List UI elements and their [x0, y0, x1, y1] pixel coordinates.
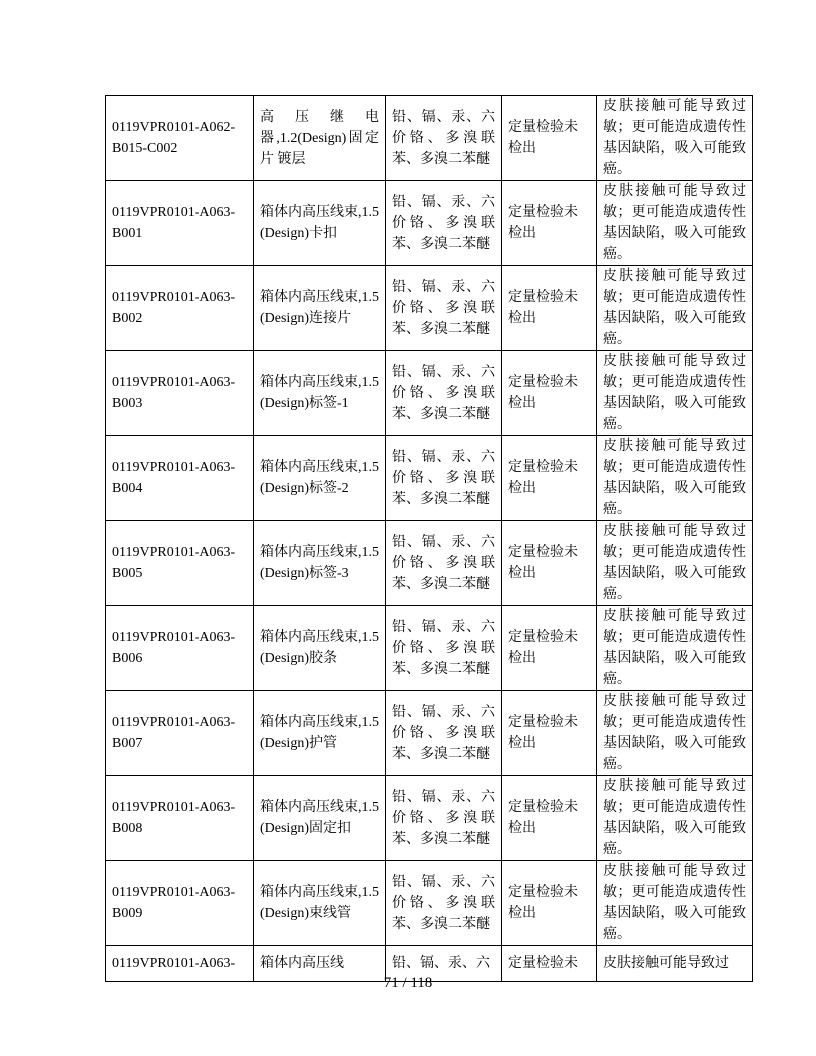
cell-substances: 铅、镉、汞、六价铬、多溴联苯、多溴二苯醚 [386, 96, 502, 181]
cell-description: 箱体内高压线束,1.5 (Design)标签-1 [254, 351, 386, 436]
cell-part-number: 0119VPR0101-A063-B006 [106, 606, 254, 691]
cell-part-number: 0119VPR0101-A063-B005 [106, 521, 254, 606]
cell-part-number: 0119VPR0101-A063-B003 [106, 351, 254, 436]
cell-test-result: 定量检验未检出 [502, 691, 597, 776]
cell-test-result: 定量检验未检出 [502, 521, 597, 606]
table-row [106, 351, 753, 436]
cell-description: 箱体内高压线 [254, 946, 386, 982]
table-row [106, 776, 753, 861]
cell-substances: 铅、镉、汞、六价铬、多溴联苯、多溴二苯醚 [386, 861, 502, 946]
hazardous-substance-table [105, 95, 753, 982]
table-row [106, 606, 753, 691]
cell-test-result: 定量检验未检出 [502, 606, 597, 691]
cell-description: 箱体内高压线束,1.5 (Design)标签-2 [254, 436, 386, 521]
cell-health-effect: 皮肤接触可能导致过敏；更可能造成遗传性基因缺陷，吸入可能致癌。 [597, 606, 753, 691]
cell-substances: 铅、镉、汞、六价铬、多溴联苯、多溴二苯醚 [386, 181, 502, 266]
cell-part-number: 0119VPR0101-A063-B004 [106, 436, 254, 521]
cell-description: 箱体内高压线束,1.5 (Design)护管 [254, 691, 386, 776]
cell-part-number: 0119VPR0101-A063-B007 [106, 691, 254, 776]
cell-description: 高压继电器,1.2(Design)固定片 镀层 [254, 96, 386, 181]
cell-substances: 铅、镉、汞、六价铬、多溴联苯、多溴二苯醚 [386, 266, 502, 351]
cell-health-effect: 皮肤接触可能导致过敏；更可能造成遗传性基因缺陷，吸入可能致癌。 [597, 436, 753, 521]
cell-test-result: 定量检验未检出 [502, 266, 597, 351]
cell-substances: 铅、镉、汞、六价铬、多溴联苯、多溴二苯醚 [386, 776, 502, 861]
table-row [106, 521, 753, 606]
cell-description: 箱体内高压线束,1.5 (Design)连接片 [254, 266, 386, 351]
table-row [106, 436, 753, 521]
cell-health-effect: 皮肤接触可能导致过敏；更可能造成遗传性基因缺陷，吸入可能致癌。 [597, 691, 753, 776]
cell-test-result: 定量检验未检出 [502, 181, 597, 266]
page-number: 71 / 118 [383, 975, 433, 991]
table-row [106, 691, 753, 776]
cell-part-number: 0119VPR0101-A063-B008 [106, 776, 254, 861]
cell-test-result: 定量检验未检出 [502, 351, 597, 436]
table-row [106, 266, 753, 351]
cell-description: 箱体内高压线束,1.5 (Design)胶条 [254, 606, 386, 691]
cell-part-number: 0119VPR0101-A062-B015-C002 [106, 96, 254, 181]
cell-part-number: 0119VPR0101-A063-B002 [106, 266, 254, 351]
table-row [106, 181, 753, 266]
cell-health-effect: 皮肤接触可能导致过敏；更可能造成遗传性基因缺陷，吸入可能致癌。 [597, 776, 753, 861]
cell-test-result: 定量检验未检出 [502, 861, 597, 946]
cell-description: 箱体内高压线束,1.5 (Design)标签-3 [254, 521, 386, 606]
cell-part-number: 0119VPR0101-A063-B009 [106, 861, 254, 946]
cell-substances: 铅、镉、汞、六 [386, 946, 502, 982]
cell-test-result: 定量检验未检出 [502, 776, 597, 861]
cell-test-result: 定量检验未检出 [502, 96, 597, 181]
cell-description: 箱体内高压线束,1.5 (Design)束线管 [254, 861, 386, 946]
cell-health-effect: 皮肤接触可能导致过敏；更可能造成遗传性基因缺陷，吸入可能致癌。 [597, 861, 753, 946]
cell-health-effect: 皮肤接触可能导致过敏；更可能造成遗传性基因缺陷，吸入可能致癌。 [597, 181, 753, 266]
cell-health-effect: 皮肤接触可能导致过敏；更可能造成遗传性基因缺陷，吸入可能致癌。 [597, 266, 753, 351]
cell-description: 箱体内高压线束,1.5 (Design)卡扣 [254, 181, 386, 266]
cell-health-effect: 皮肤接触可能导致过敏；更可能造成遗传性基因缺陷，吸入可能致癌。 [597, 96, 753, 181]
cell-test-result: 定量检验未 [502, 946, 597, 982]
cell-description: 箱体内高压线束,1.5 (Design)固定扣 [254, 776, 386, 861]
cell-part-number: 0119VPR0101-A063-B001 [106, 181, 254, 266]
cell-substances: 铅、镉、汞、六价铬、多溴联苯、多溴二苯醚 [386, 606, 502, 691]
cell-part-number: 0119VPR0101-A063- [106, 946, 254, 982]
cell-health-effect: 皮肤接触可能导致过敏；更可能造成遗传性基因缺陷，吸入可能致癌。 [597, 521, 753, 606]
cell-test-result: 定量检验未检出 [502, 436, 597, 521]
table-body [106, 96, 753, 982]
table-row [106, 861, 753, 946]
cell-substances: 铅、镉、汞、六价铬、多溴联苯、多溴二苯醚 [386, 521, 502, 606]
cell-substances: 铅、镉、汞、六价铬、多溴联苯、多溴二苯醚 [386, 691, 502, 776]
cell-substances: 铅、镉、汞、六价铬、多溴联苯、多溴二苯醚 [386, 351, 502, 436]
table-row [106, 96, 753, 181]
cell-health-effect: 皮肤接触可能导致过敏；更可能造成遗传性基因缺陷，吸入可能致癌。 [597, 351, 753, 436]
cell-health-effect: 皮肤接触可能导致过 [597, 946, 753, 982]
cell-substances: 铅、镉、汞、六价铬、多溴联苯、多溴二苯醚 [386, 436, 502, 521]
